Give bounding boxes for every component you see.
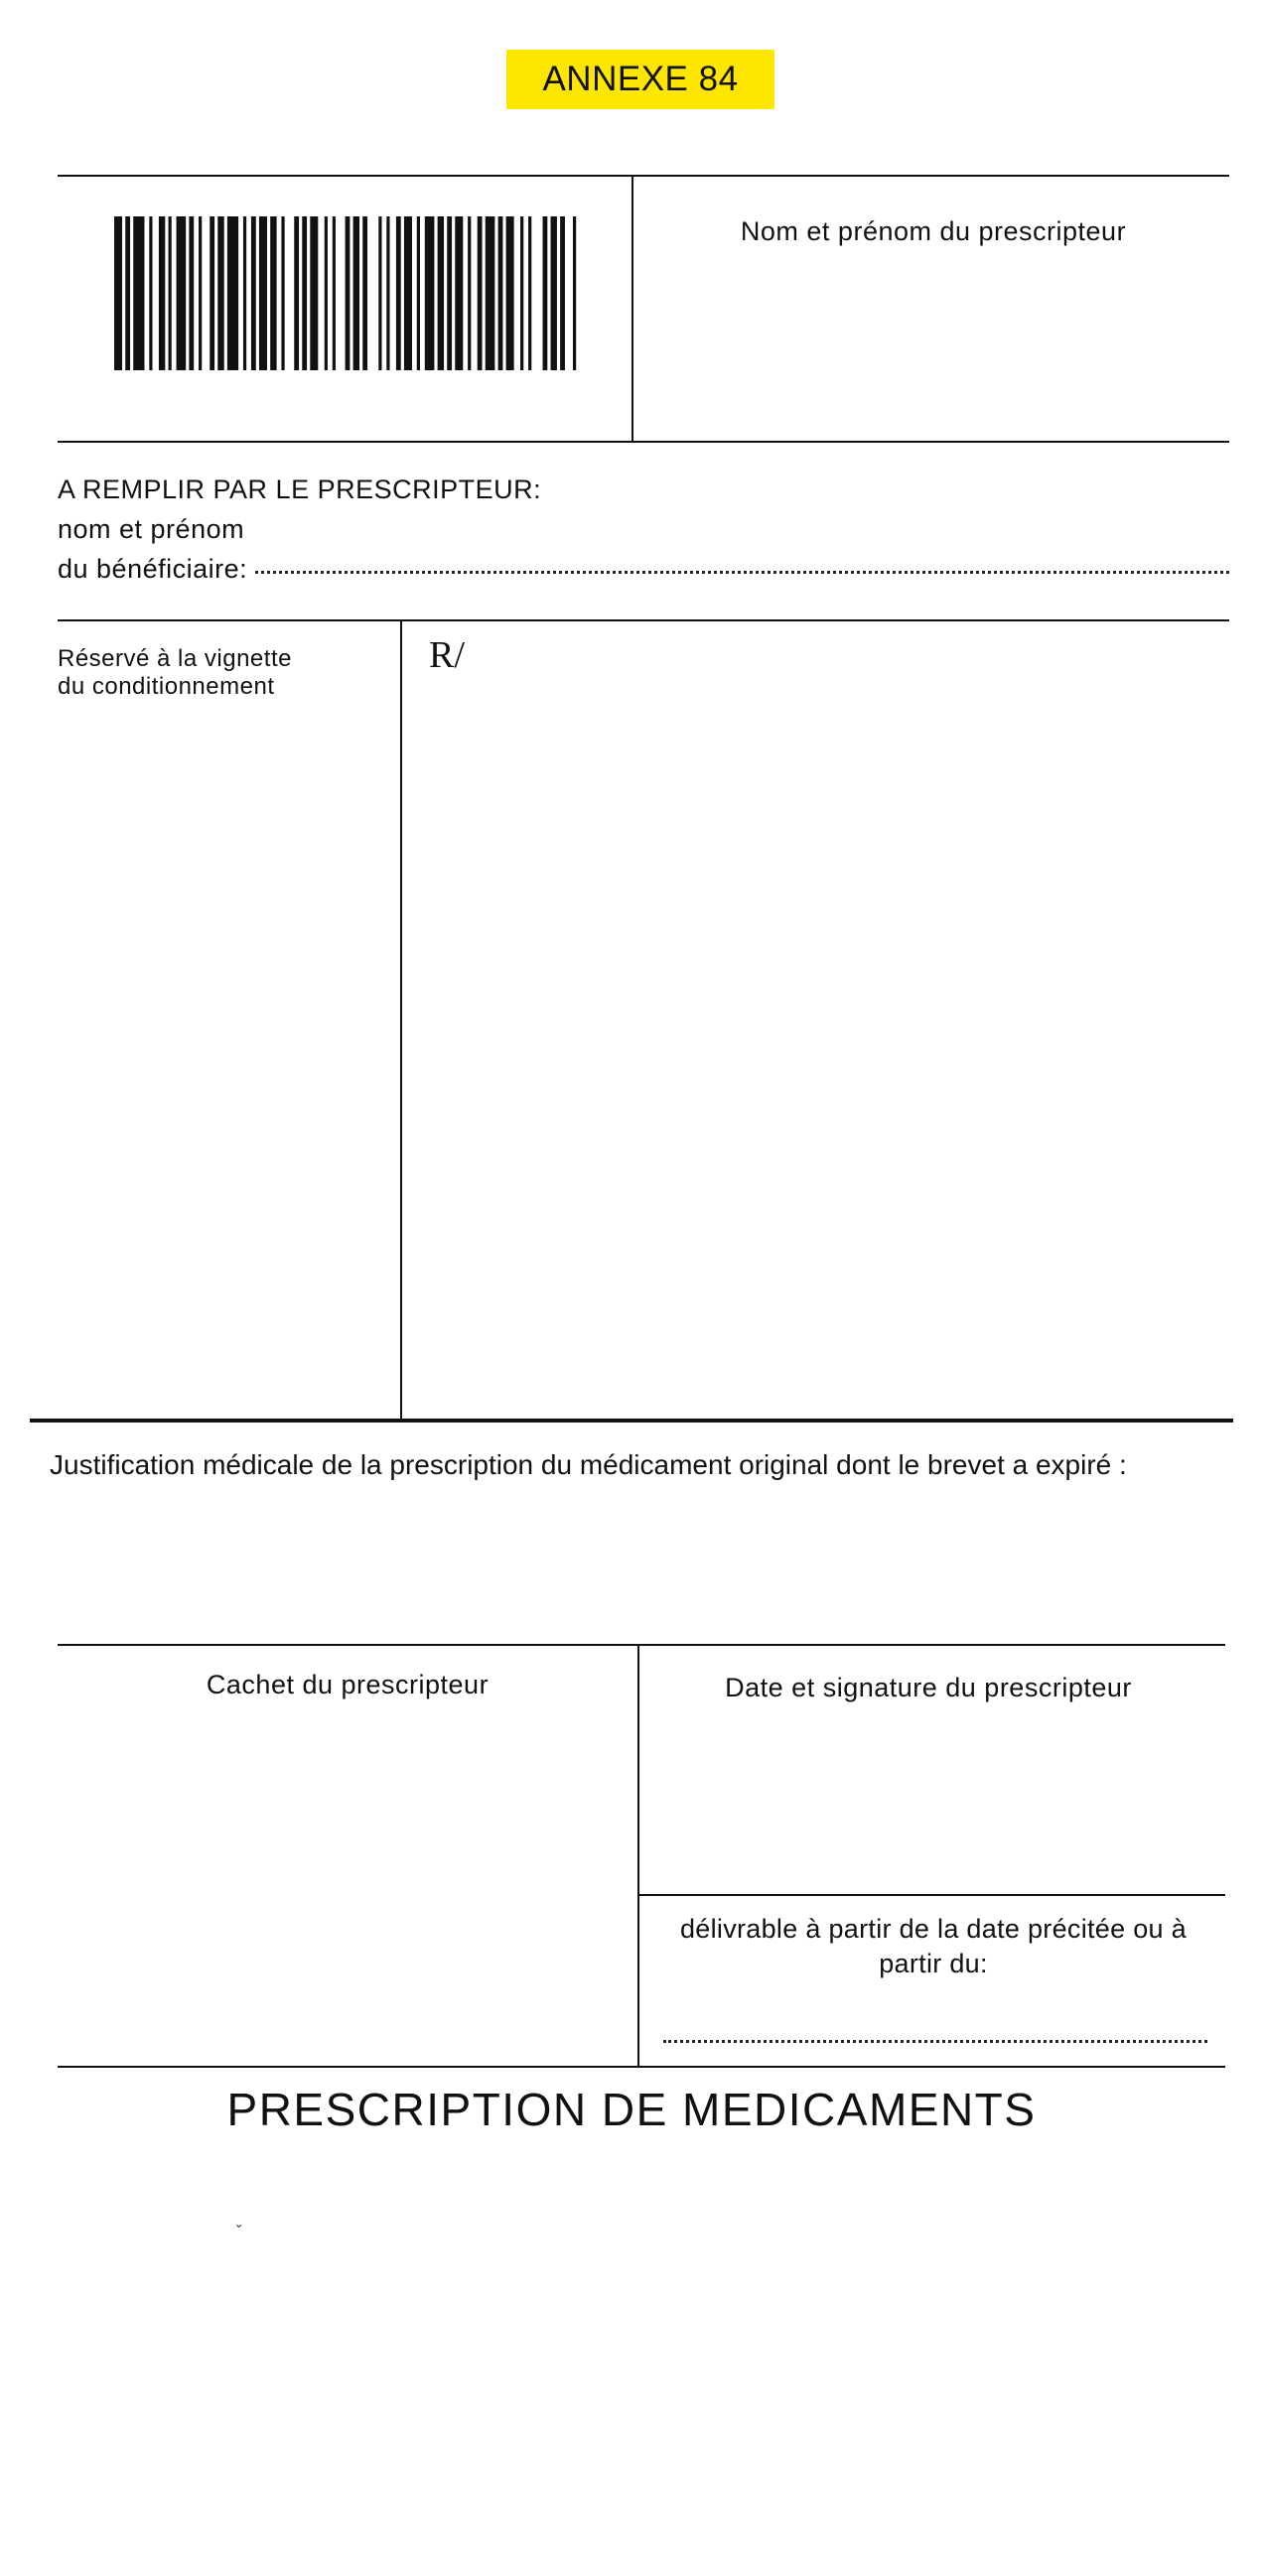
stamp-area[interactable] bbox=[60, 1712, 633, 2060]
deliverable-label: délivrable à partir de la date précitée ou à partir du: bbox=[679, 1914, 1187, 1979]
signature-area[interactable] bbox=[645, 1747, 1221, 1886]
beneficiary-dotted-line[interactable] bbox=[255, 571, 1229, 574]
barcode-bar bbox=[468, 216, 471, 370]
justification-field[interactable] bbox=[50, 1489, 1229, 1638]
barcode-bar bbox=[520, 216, 523, 370]
signature-separator-line bbox=[639, 1894, 1225, 1896]
bottom-bottom-line bbox=[58, 2066, 1225, 2068]
beneficiary-line1: nom et prénom bbox=[58, 514, 245, 544]
rx-divider-line bbox=[400, 619, 402, 1419]
document-title: PRESCRIPTION DE MEDICAMENTS bbox=[226, 2084, 1037, 2135]
bottom-top-line bbox=[58, 1644, 1225, 1646]
barcode-bar bbox=[270, 216, 276, 370]
barcode-bar bbox=[346, 216, 351, 370]
beneficiary-line2: du bénéficiaire: bbox=[58, 554, 248, 584]
barcode-bar bbox=[294, 216, 299, 370]
barcode-icon bbox=[114, 216, 581, 370]
barcode-bar bbox=[114, 216, 122, 370]
rx-symbol: R/ bbox=[429, 634, 465, 676]
bottom-divider-line bbox=[637, 1644, 639, 2066]
justification-label: Justification médicale de la prescription du médicament original dont le brevet a expiré : bbox=[50, 1449, 1127, 1480]
stray-mark: ˇ bbox=[236, 2224, 242, 2240]
top-bottom-line bbox=[58, 441, 1229, 443]
barcode-bar bbox=[177, 216, 187, 370]
barcode-bar bbox=[189, 216, 194, 370]
top-border-line bbox=[58, 175, 1229, 177]
beneficiary-field[interactable] bbox=[58, 552, 1229, 587]
vignette-label: Réservé à la vignette du conditionnement bbox=[58, 645, 292, 700]
barcode-bar bbox=[560, 216, 565, 370]
barcode-bar bbox=[169, 216, 172, 370]
deliverable-date-dotted-line[interactable] bbox=[663, 2040, 1207, 2043]
barcode-bar bbox=[159, 216, 165, 370]
rx-top-line bbox=[58, 619, 1229, 621]
barcode-bar bbox=[506, 216, 514, 370]
top-divider-line bbox=[632, 175, 633, 441]
date-signature-label: Date et signature du prescripteur bbox=[725, 1673, 1132, 1702]
barcode-bar bbox=[251, 216, 256, 370]
barcode-bar bbox=[447, 216, 452, 370]
barcode-bar bbox=[281, 216, 284, 370]
barcode-bar bbox=[478, 216, 483, 370]
barcode-bar bbox=[362, 216, 367, 370]
barcode-bar bbox=[438, 216, 444, 370]
barcode-bar bbox=[217, 216, 223, 370]
prescriber-name-label: Nom et prénom du prescripteur bbox=[740, 216, 1127, 246]
barcode-bar bbox=[333, 216, 336, 370]
barcode-bar bbox=[210, 216, 214, 370]
barcode-bar bbox=[227, 216, 238, 370]
barcode-bar bbox=[149, 216, 152, 370]
barcode-bar bbox=[199, 216, 202, 370]
stamp-label: Cachet du prescripteur bbox=[206, 1670, 490, 1699]
barcode-bar bbox=[455, 216, 463, 370]
barcode-bar bbox=[404, 216, 412, 370]
barcode-bar bbox=[498, 216, 503, 370]
rx-writing-area[interactable] bbox=[407, 625, 1229, 1415]
barcode-bar bbox=[259, 216, 267, 370]
beneficiary-heading: A REMPLIR PAR LE PRESCRIPTEUR: bbox=[58, 475, 542, 504]
annex-badge bbox=[506, 50, 774, 109]
barcode-bar bbox=[386, 216, 389, 370]
barcode-bar bbox=[325, 216, 328, 370]
barcode-bar bbox=[243, 216, 246, 370]
barcode-bar bbox=[310, 216, 318, 370]
barcode-bar bbox=[551, 216, 557, 370]
barcode-bar bbox=[573, 216, 576, 370]
barcode-bar bbox=[378, 216, 381, 370]
barcode-bar bbox=[353, 216, 359, 370]
barcode-bar bbox=[528, 216, 531, 370]
barcode-bar bbox=[486, 216, 495, 370]
barcode-bar bbox=[417, 216, 420, 370]
barcode-bar bbox=[133, 216, 144, 370]
rx-bottom-line bbox=[30, 1419, 1233, 1423]
barcode-bar bbox=[425, 216, 435, 370]
barcode-bar bbox=[543, 216, 548, 370]
barcode-bar bbox=[302, 216, 307, 370]
barcode-bar bbox=[396, 216, 401, 370]
annex-label: ANNEXE 84 bbox=[542, 60, 739, 98]
barcode-bar bbox=[125, 216, 130, 370]
